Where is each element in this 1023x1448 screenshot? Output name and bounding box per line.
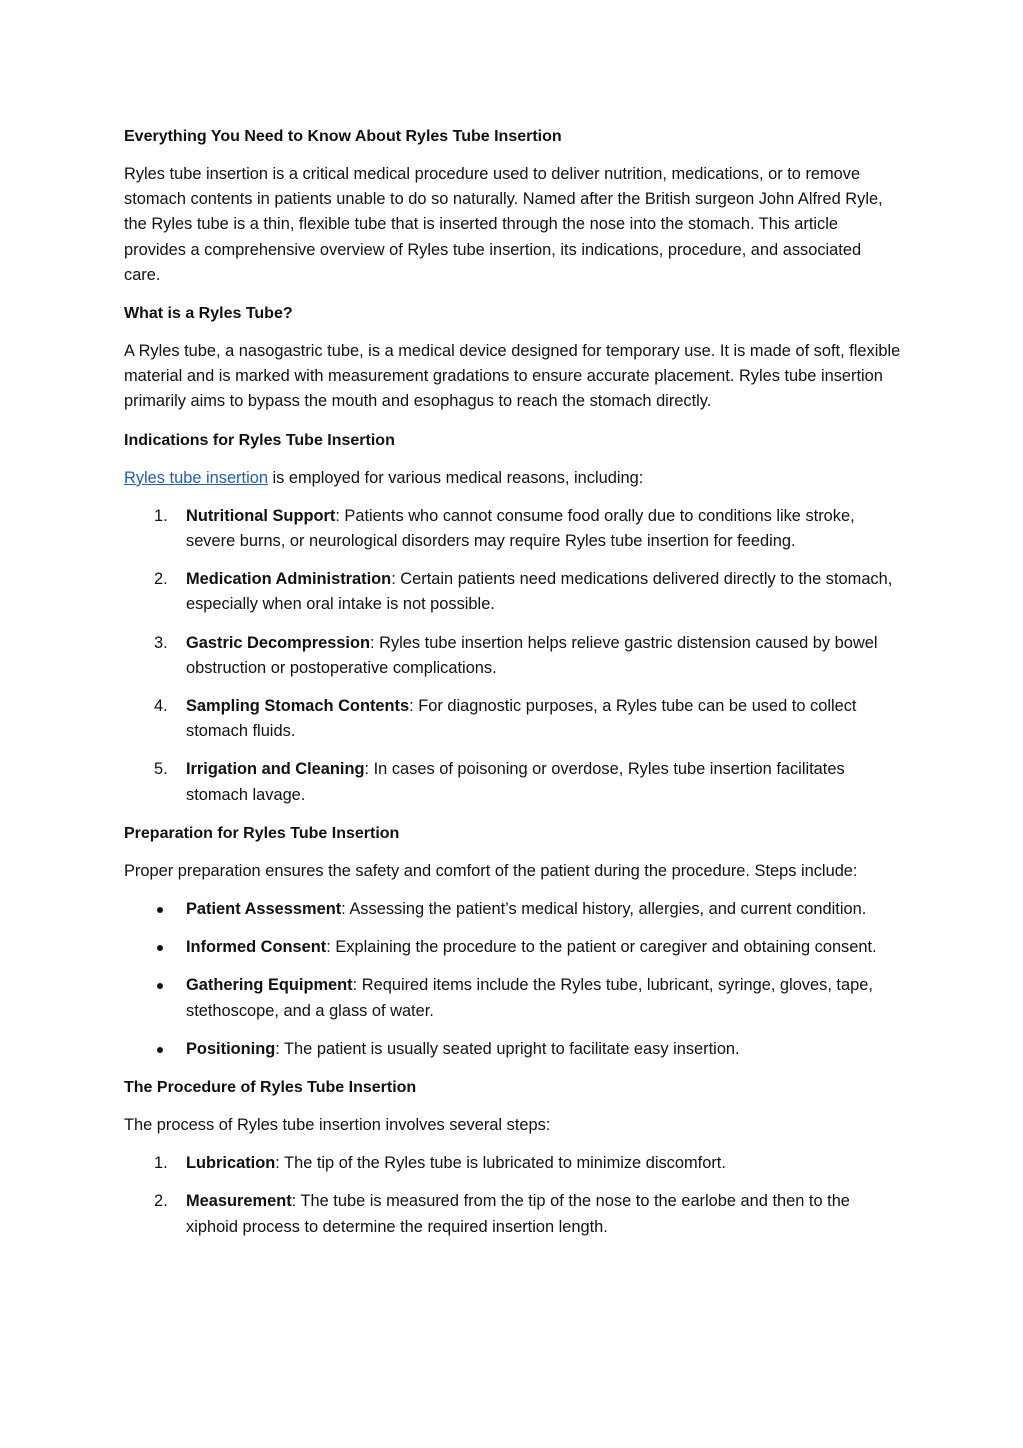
item-term: Measurement bbox=[186, 1192, 292, 1211]
item-term: Gathering Equipment bbox=[186, 976, 353, 995]
item-text: : Required items include the Ryles tube, lubricant, syringe, gloves, tape, stethoscope, and a glass of water. bbox=[186, 976, 873, 1020]
list-item bbox=[124, 1151, 901, 1176]
item-text: : The tip of the Ryles tube is lubricated to minimize discomfort. bbox=[275, 1154, 726, 1173]
preparation-paragraph: Proper preparation ensures the safety and comfort of the patient during the procedure. Steps include: bbox=[124, 861, 858, 880]
item-term: Informed Consent bbox=[186, 938, 327, 957]
bullet-icon bbox=[157, 907, 163, 913]
list-number: 2. bbox=[154, 1192, 168, 1211]
item-term: Irrigation and Cleaning bbox=[186, 760, 365, 779]
what-is-paragraph: A Ryles tube, a nasogastric tube, is a medical device designed for temporary use. It is made of soft, flexible material and is marked with measurement gradations to ensure accurate placement. Ryles tube insertion primarily aims to bypass the mouth and esophagus to reach the stomach directly. bbox=[124, 342, 901, 411]
item-text: : Patients who cannot consume food orally due to conditions like stroke, severe burns, or neurological disorders may require Ryles tube insertion for feeding. bbox=[186, 506, 855, 551]
heading-preparation: Preparation for Ryles Tube Insertion bbox=[124, 824, 400, 842]
list-item bbox=[124, 1189, 901, 1239]
heading-indications: Indications for Ryles Tube Insertion bbox=[124, 431, 395, 449]
procedure-list bbox=[124, 1151, 901, 1240]
ryles-tube-insertion-link[interactable]: Ryles tube insertion bbox=[124, 468, 268, 487]
item-text: : The tube is measured from the tip of the nose to the earlobe and then to the xiphoid process to determine the required insertion length. bbox=[186, 1192, 850, 1236]
bullet-icon bbox=[157, 1047, 163, 1053]
list-item bbox=[124, 935, 901, 960]
document-title: Everything You Need to Know About Ryles Tube Insertion bbox=[124, 128, 562, 145]
item-term: Nutritional Support bbox=[186, 506, 336, 525]
heading-what-is: What is a Ryles Tube? bbox=[124, 305, 293, 323]
list-item bbox=[124, 504, 901, 554]
bullet-icon bbox=[157, 983, 163, 989]
list-number: 2. bbox=[154, 570, 168, 589]
item-text: : Ryles tube insertion helps relieve gastric distension caused by bowel obstruction or postoperative complications. bbox=[186, 633, 878, 677]
item-term: Gastric Decompression bbox=[186, 633, 371, 652]
indications-lead-text: is employed for various medical reasons, including: bbox=[267, 468, 644, 487]
procedure-paragraph: The process of Ryles tube insertion involves several steps: bbox=[124, 1116, 551, 1135]
item-text: : For diagnostic purposes, a Ryles tube can be used to collect stomach fluids. bbox=[186, 697, 857, 741]
list-item bbox=[124, 631, 901, 681]
item-term: Positioning bbox=[186, 1039, 276, 1058]
list-item bbox=[124, 757, 901, 807]
heading-procedure: The Procedure of Ryles Tube Insertion bbox=[124, 1079, 417, 1097]
list-number: 3. bbox=[154, 633, 168, 652]
item-term: Lubrication bbox=[186, 1154, 276, 1173]
bullet-icon bbox=[157, 945, 163, 951]
preparation-list bbox=[124, 897, 901, 1062]
intro-paragraph: Ryles tube insertion is a critical medical procedure used to deliver nutrition, medications, or to remove stomach contents in patients unable to do so naturally. Named after the British surgeon John Alfred Ryle, the Ryles tube is a thin, flexible tube that is inserted through the nose into the stomach. This article provides a comprehensive overview of Ryles tube insertion, its indications, procedure, and associated care. bbox=[124, 165, 883, 284]
list-item bbox=[124, 694, 901, 744]
item-term: Patient Assessment bbox=[186, 900, 342, 919]
item-text: : Assessing the patient’s medical history, allergies, and current condition. bbox=[341, 900, 867, 919]
item-text: : In cases of poisoning or overdose, Ryles tube insertion facilitates stomach lavage. bbox=[186, 760, 845, 804]
item-text: : Explaining the procedure to the patient or caregiver and obtaining consent. bbox=[326, 938, 877, 957]
list-item bbox=[124, 897, 901, 922]
indications-list bbox=[124, 504, 901, 808]
list-number: 1. bbox=[154, 1154, 168, 1173]
list-number: 5. bbox=[154, 760, 168, 779]
list-item bbox=[124, 973, 901, 1023]
list-item bbox=[124, 1037, 901, 1062]
item-text: : The patient is usually seated upright to facilitate easy insertion. bbox=[275, 1039, 740, 1058]
item-term: Medication Administration bbox=[186, 570, 392, 589]
indications-lead bbox=[124, 466, 901, 491]
list-item bbox=[124, 567, 901, 617]
list-number: 1. bbox=[154, 506, 168, 525]
item-text: : Certain patients need medications delivered directly to the stomach, especially when oral intake is not possible. bbox=[186, 570, 893, 614]
item-term: Sampling Stomach Contents bbox=[186, 697, 410, 716]
list-number: 4. bbox=[154, 697, 168, 716]
